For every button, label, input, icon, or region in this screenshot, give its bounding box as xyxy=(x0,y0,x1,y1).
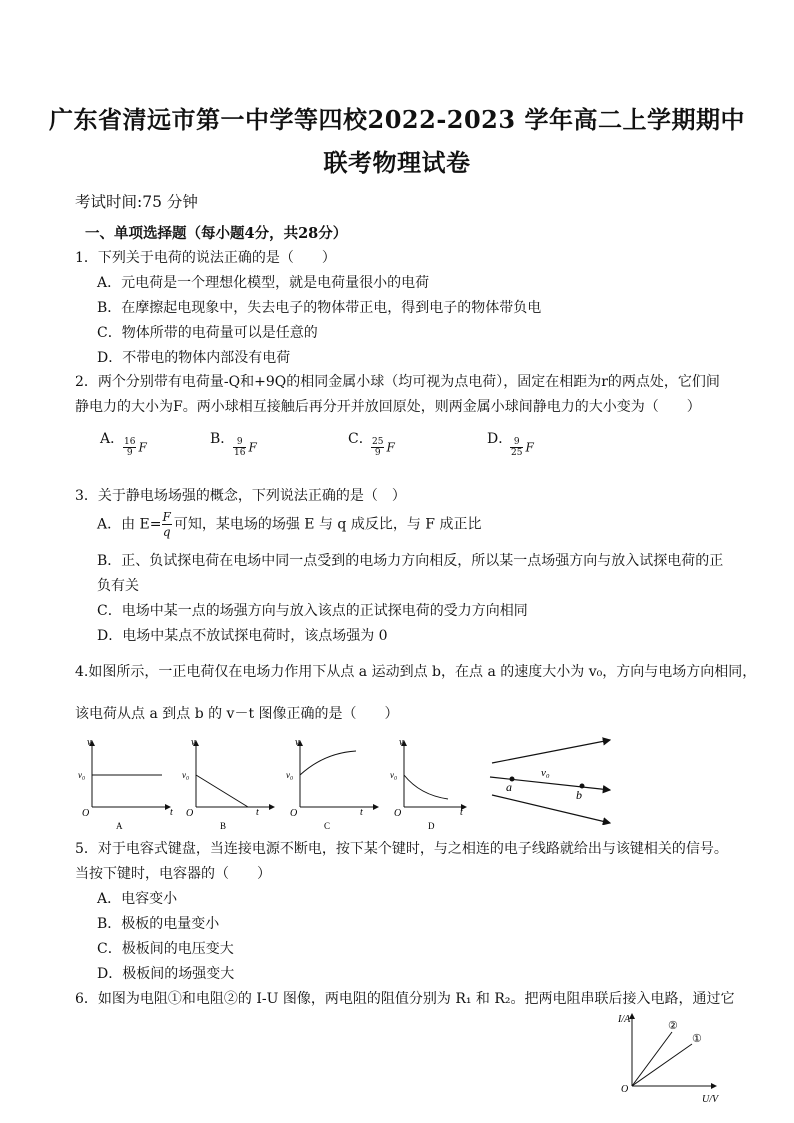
svg-text:O: O xyxy=(394,808,402,819)
graph-label-a: A xyxy=(116,821,123,831)
q2-option-d-label: D． xyxy=(487,431,513,447)
fraction: $\frac{F}{q}$ xyxy=(162,510,171,539)
q4-line2: 该电荷从点 a 到点 b 的 v－t 图像正确的是（ ） xyxy=(75,706,399,722)
q2-option-a-label: A． xyxy=(100,431,125,447)
q1-option-c: C．物体所带的电荷量可以是任意的 xyxy=(97,325,318,341)
svg-text:O: O xyxy=(186,808,194,819)
q3-option-a: A．由 E= $\frac{F}{q}$ 可知，某电场的场强 E 与 q 成反比，与 F 成正比 xyxy=(97,510,482,539)
q2-option-d-value: $\frac{9}{25}$ F xyxy=(511,437,534,458)
page-title: 广东省清远市第一中学等四校2022-2023 学年高二上学期期中 xyxy=(49,105,745,134)
graph-b xyxy=(182,737,274,831)
axis-t-label: t xyxy=(170,807,173,818)
q2-option-b-label: B． xyxy=(210,431,235,447)
q4-field-diagram xyxy=(486,735,616,825)
q5-option-a: A．电容变小 xyxy=(97,891,178,907)
svg-text:v₀: v₀ xyxy=(182,770,190,780)
svg-text:v₀: v₀ xyxy=(390,770,398,780)
q5-option-b: B．极板的电量变小 xyxy=(97,916,220,932)
q4-line1: 4.如图所示，一正电荷仅在电场力作用下从点 a 运动到点 b，在点 a 的速度大小为 v₀，方向与电场方向相同， xyxy=(75,664,757,680)
q2-option-c-label: C． xyxy=(348,431,373,447)
point-b-label: b xyxy=(576,788,582,802)
origin-label: O xyxy=(621,1084,629,1095)
line-2-label: ② xyxy=(668,1020,678,1032)
graph-d-curve xyxy=(404,775,448,799)
q2-option-d xyxy=(487,428,512,448)
svg-text:v: v xyxy=(399,737,404,748)
line-1 xyxy=(632,1044,692,1086)
q2-line1: 2．两个分别带有电荷量-Q和+9Q的相同金属小球（均可视为点电荷），固定在相距为r的两点处，它们间 xyxy=(75,374,720,390)
q2-option-b xyxy=(210,428,234,448)
q2-option-b-value: $\frac{9}{16}$ F xyxy=(234,437,257,458)
q5-option-d: D．极板间的场强变大 xyxy=(97,966,235,982)
fraction: $\frac{16}{9}$ xyxy=(124,437,136,458)
origin-label: O xyxy=(82,808,90,819)
q6-line1: 6．如图为电阻①和电阻②的 I-U 图像，两电阻的阻值分别为 R₁ 和 R₂。把两电阻串联后接入电路，通过它 xyxy=(75,991,735,1007)
q5-line1: 5．对于电容式键盘，当连接电源不断电，按下某个键时，与之相连的电子线路就给出与该键相关的信号。 xyxy=(75,841,728,857)
graph-label-b: B xyxy=(220,821,227,831)
q2-line2: 静电力的大小为F。两小球相互接触后再分开并放回原处，则两金属小球间静电力的大小变为（ ） xyxy=(75,399,701,415)
q3-option-c: C．电场中某一点的场强方向与放入该点的正试探电荷的受力方向相同 xyxy=(97,603,528,619)
q1-option-b: B．在摩擦起电现象中，失去电子的物体带正电，得到电子的物体带负电 xyxy=(97,300,542,316)
q3-option-b-line2: 负有关 xyxy=(97,578,139,594)
svg-text:t: t xyxy=(256,807,259,818)
point-a-label: a xyxy=(506,780,512,794)
exam-time: 考试时间:75 分钟 xyxy=(75,193,198,211)
graph-label-d: D xyxy=(428,821,435,831)
q2-option-c-value: $\frac{25}{9}$ F xyxy=(372,437,395,458)
line-2 xyxy=(632,1032,672,1086)
fraction: $\frac{25}{9}$ xyxy=(372,437,384,458)
graph-a xyxy=(78,737,173,831)
q2-option-a xyxy=(100,428,124,448)
graph-label-c: C xyxy=(324,821,331,831)
q3-option-d: D．电场中某点不放试探电荷时，该点场强为 0 xyxy=(97,628,388,644)
q2-option-a-value: $\frac{16}{9}$ F xyxy=(124,437,147,458)
q3-option-b-line1: B．正、负试探电荷在电场中同一点受到的电场力方向相反，所以某一点场强方向与放入试探电荷的正 xyxy=(97,553,724,569)
fraction: $\frac{9}{16}$ xyxy=(234,437,246,458)
page-title-line2: 联考物理试卷 xyxy=(323,148,471,177)
section-heading: 一、单项选择题（每小题4分，共28分） xyxy=(85,225,348,242)
q2-option-c xyxy=(348,428,373,448)
graph-d xyxy=(390,737,466,831)
q6-iu-graph xyxy=(612,1008,724,1106)
q1-option-d: D．不带电的物体内部没有电荷 xyxy=(97,350,291,366)
graph-c xyxy=(286,737,378,831)
svg-text:v₀: v₀ xyxy=(286,770,294,780)
axis-v-label: v xyxy=(87,737,92,748)
axis-i-label: I/A xyxy=(618,1014,631,1025)
v0-label: v₀ xyxy=(78,770,86,780)
svg-text:v: v xyxy=(191,737,196,748)
svg-text:O: O xyxy=(290,808,298,819)
field-v0-label: v₀ xyxy=(541,767,550,779)
graph-c-curve xyxy=(300,751,356,775)
graph-b-line xyxy=(196,775,248,807)
svg-text:v: v xyxy=(295,737,300,748)
axis-u-label: U/V xyxy=(702,1094,719,1105)
field-line-top xyxy=(492,740,610,763)
q3-stem: 3．关于静电场场强的概念，下列说法正确的是（ ） xyxy=(75,488,406,504)
field-line-bottom xyxy=(492,795,610,823)
svg-text:t: t xyxy=(360,807,363,818)
q5-line2: 当按下键时，电容器的（ ） xyxy=(75,866,271,882)
q1-stem: 1．下列关于电荷的说法正确的是（ ） xyxy=(75,250,336,266)
q4-vt-graphs xyxy=(78,735,468,835)
line-1-label: ① xyxy=(692,1033,702,1045)
q1-option-a: A．元电荷是一个理想化模型，就是电荷量很小的电荷 xyxy=(97,275,430,291)
svg-text:t: t xyxy=(460,807,463,818)
fraction: $\frac{9}{25}$ xyxy=(511,437,523,458)
q5-option-c: C．极板间的电压变大 xyxy=(97,941,234,957)
